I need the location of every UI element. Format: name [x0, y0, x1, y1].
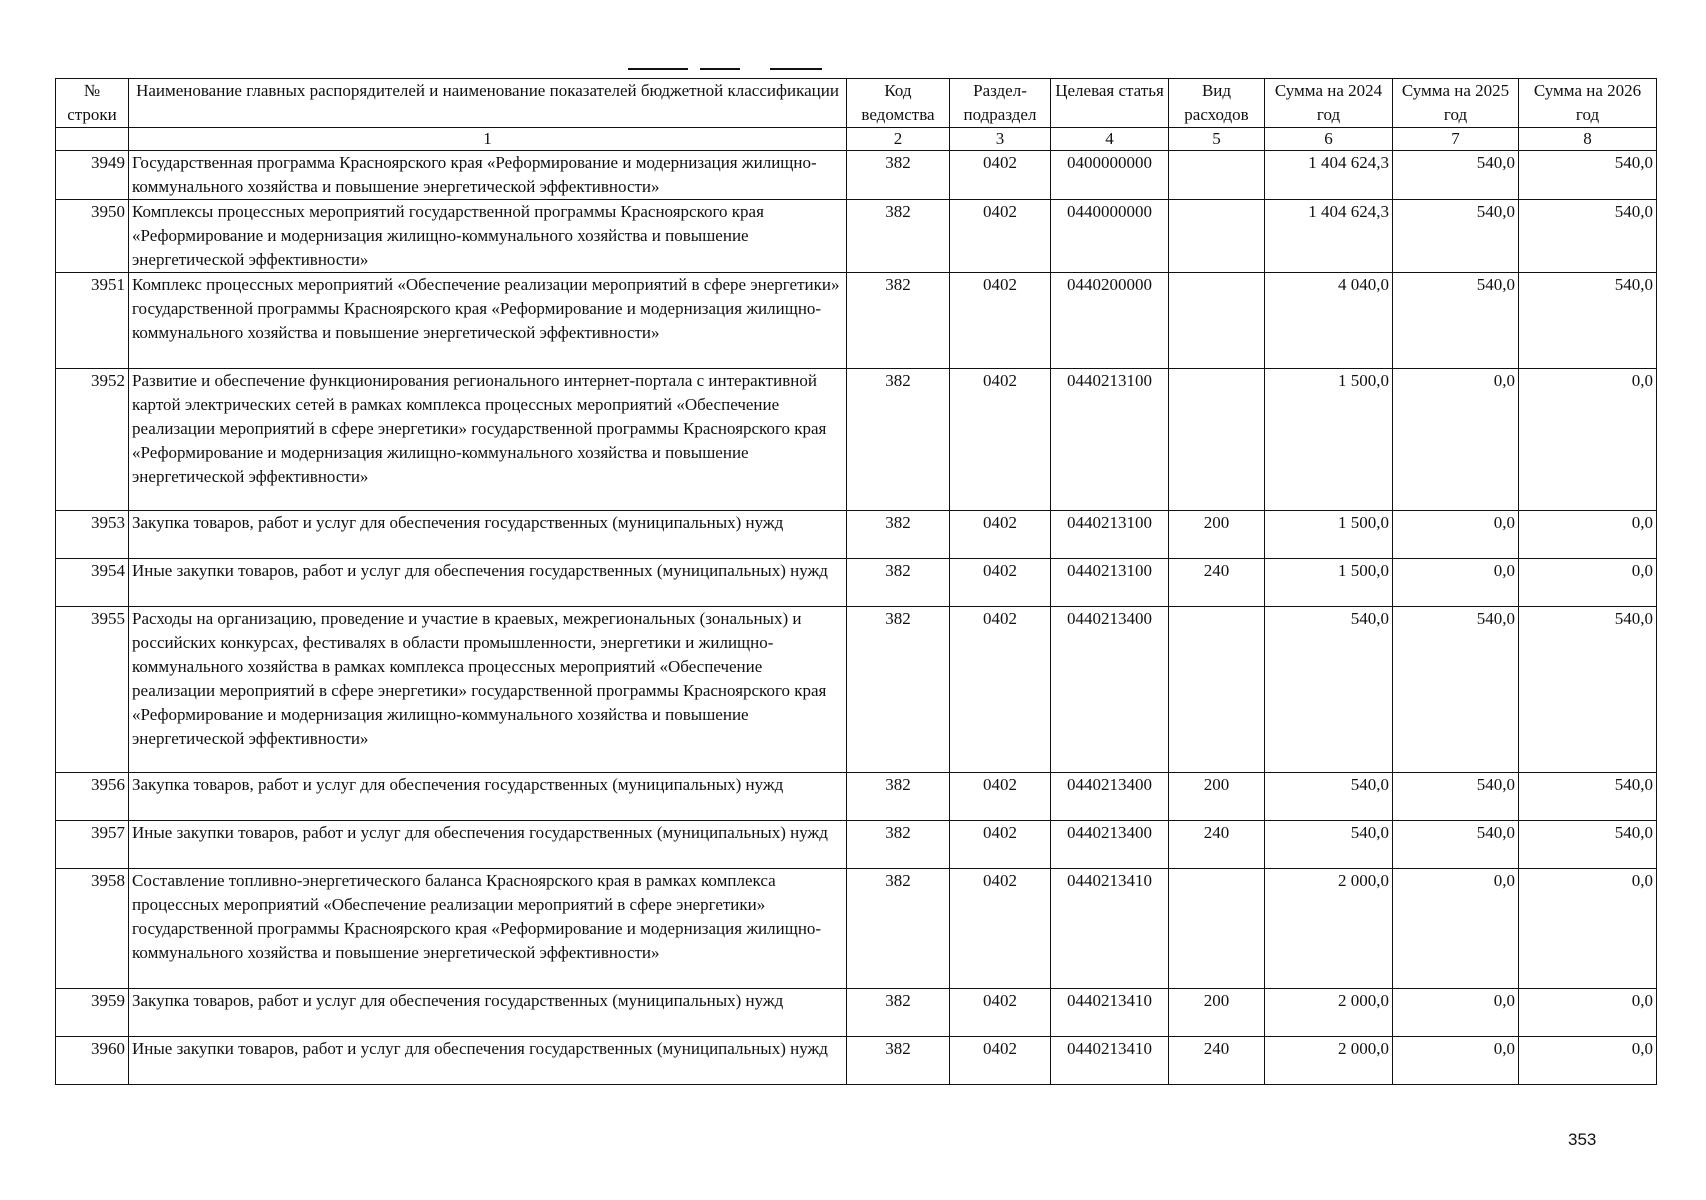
row-name: Иные закупки товаров, работ и услуг для обеспечения государственных (муниципальных) нужд	[129, 821, 847, 869]
row-expense-type	[1169, 151, 1265, 200]
row-name: Закупка товаров, работ и услуг для обеспечения государственных (муниципальных) нужд	[129, 773, 847, 821]
row-number: 3958	[56, 869, 129, 989]
header-section: Раздел-подраздел	[950, 79, 1051, 128]
row-section: 0402	[950, 989, 1051, 1037]
column-number: 5	[1169, 128, 1265, 151]
row-sum-2024: 540,0	[1265, 607, 1393, 773]
row-target: 0440213410	[1051, 869, 1169, 989]
column-number: 2	[847, 128, 950, 151]
column-number: 6	[1265, 128, 1393, 151]
row-expense-type: 240	[1169, 1037, 1265, 1085]
row-number: 3953	[56, 511, 129, 559]
header-expense-type: Вид расходов	[1169, 79, 1265, 128]
row-name: Развитие и обеспечение функционирования регионального интернет-портала с интерактивной картой электрических сетей в рамках комплекса процессных мероприятий «Обеспечение реализации мероприятий в сфере энергетики» государственной программы Красноярского края «Реформирование и модернизация жилищно-коммунального хозяйства и повышение энергетической эффективности»	[129, 369, 847, 511]
row-name: Составление топливно-энергетического баланса Красноярского края в рамках комплекса процессных мероприятий «Обеспечение реализации мероприятий в сфере энергетики» государственной программы Красноярского края «Реформирование и модернизация жилищно-коммунального хозяйства и повышение энергетической эффективности»	[129, 869, 847, 989]
row-expense-type: 200	[1169, 511, 1265, 559]
header-sum-2025: Сумма на 2025 год	[1393, 79, 1519, 128]
table-row	[56, 607, 1657, 773]
row-sum-2024: 2 000,0	[1265, 1037, 1393, 1085]
row-name: Комплексы процессных мероприятий государственной программы Красноярского края «Реформирование и модернизация жилищно-коммунального хозяйства и повышение энергетической эффективности»	[129, 200, 847, 273]
row-expense-type	[1169, 273, 1265, 369]
row-sum-2026: 540,0	[1519, 821, 1657, 869]
row-name: Расходы на организацию, проведение и участие в краевых, межрегиональных (зональных) и российских конкурсах, фестивалях в области промышленности, энергетики и жилищно-коммунального хозяйства в рамках комплекса процессных мероприятий «Обеспечение реализации мероприятий в сфере энергетики» государственной программы Красноярского края «Реформирование и модернизация жилищно-коммунального хозяйства и повышение энергетической эффективности»	[129, 607, 847, 773]
row-name: Закупка товаров, работ и услуг для обеспечения государственных (муниципальных) нужд	[129, 511, 847, 559]
row-expense-type	[1169, 200, 1265, 273]
row-sum-2025: 0,0	[1393, 1037, 1519, 1085]
scan-mark	[628, 68, 688, 70]
row-number: 3952	[56, 369, 129, 511]
row-dept-code: 382	[847, 821, 950, 869]
row-section: 0402	[950, 773, 1051, 821]
row-sum-2025: 540,0	[1393, 151, 1519, 200]
header-sum-2026: Сумма на 2026 год	[1519, 79, 1657, 128]
row-target: 0440213410	[1051, 1037, 1169, 1085]
row-dept-code: 382	[847, 369, 950, 511]
row-sum-2024: 1 500,0	[1265, 511, 1393, 559]
row-sum-2024: 1 500,0	[1265, 559, 1393, 607]
column-number: 4	[1051, 128, 1169, 151]
header-target: Целевая статья	[1051, 79, 1169, 128]
row-target: 0440213400	[1051, 607, 1169, 773]
row-target: 0400000000	[1051, 151, 1169, 200]
row-sum-2026: 540,0	[1519, 151, 1657, 200]
row-sum-2026: 0,0	[1519, 1037, 1657, 1085]
header-row-number: № строки	[56, 79, 129, 128]
row-number: 3960	[56, 1037, 129, 1085]
row-sum-2025: 540,0	[1393, 200, 1519, 273]
row-name: Закупка товаров, работ и услуг для обеспечения государственных (муниципальных) нужд	[129, 989, 847, 1037]
row-dept-code: 382	[847, 273, 950, 369]
row-section: 0402	[950, 273, 1051, 369]
row-dept-code: 382	[847, 989, 950, 1037]
table-row	[56, 200, 1657, 273]
row-name: Государственная программа Красноярского края «Реформирование и модернизация жилищно-коммунального хозяйства и повышение энергетической эффективности»	[129, 151, 847, 200]
row-sum-2024: 1 500,0	[1265, 369, 1393, 511]
column-number: 1	[129, 128, 847, 151]
row-name: Комплекс процессных мероприятий «Обеспечение реализации мероприятий в сфере энергетики» государственной программы Красноярского края «Реформирование и модернизация жилищно-коммунального хозяйства и повышение энергетической эффективности»	[129, 273, 847, 369]
row-expense-type: 200	[1169, 773, 1265, 821]
row-number: 3956	[56, 773, 129, 821]
row-dept-code: 382	[847, 1037, 950, 1085]
row-section: 0402	[950, 821, 1051, 869]
row-sum-2026: 0,0	[1519, 369, 1657, 511]
row-number: 3959	[56, 989, 129, 1037]
table-row	[56, 989, 1657, 1037]
row-dept-code: 382	[847, 559, 950, 607]
row-sum-2024: 2 000,0	[1265, 869, 1393, 989]
row-sum-2024: 1 404 624,3	[1265, 200, 1393, 273]
row-number: 3954	[56, 559, 129, 607]
row-sum-2026: 540,0	[1519, 273, 1657, 369]
row-sum-2025: 540,0	[1393, 607, 1519, 773]
row-name: Иные закупки товаров, работ и услуг для обеспечения государственных (муниципальных) нужд	[129, 559, 847, 607]
scan-mark	[770, 68, 822, 70]
row-sum-2025: 540,0	[1393, 821, 1519, 869]
row-number: 3955	[56, 607, 129, 773]
row-dept-code: 382	[847, 511, 950, 559]
row-target: 0440213400	[1051, 821, 1169, 869]
column-number-empty	[56, 128, 129, 151]
row-sum-2025: 0,0	[1393, 869, 1519, 989]
row-sum-2024: 540,0	[1265, 773, 1393, 821]
row-expense-type: 240	[1169, 559, 1265, 607]
row-expense-type: 240	[1169, 821, 1265, 869]
header-sum-2024: Сумма на 2024 год	[1265, 79, 1393, 128]
column-number: 8	[1519, 128, 1657, 151]
row-target: 0440213410	[1051, 989, 1169, 1037]
table-row	[56, 1037, 1657, 1085]
row-number: 3957	[56, 821, 129, 869]
page-number: 353	[1568, 1130, 1597, 1149]
row-sum-2026: 0,0	[1519, 869, 1657, 989]
row-number: 3950	[56, 200, 129, 273]
row-sum-2024: 1 404 624,3	[1265, 151, 1393, 200]
row-section: 0402	[950, 869, 1051, 989]
row-section: 0402	[950, 200, 1051, 273]
row-sum-2025: 540,0	[1393, 773, 1519, 821]
row-section: 0402	[950, 607, 1051, 773]
row-expense-type: 200	[1169, 989, 1265, 1037]
row-sum-2025: 0,0	[1393, 559, 1519, 607]
header-name: Наименование главных распорядителей и наименование показателей бюджетной классификации	[129, 79, 847, 128]
scan-mark	[700, 68, 740, 70]
row-sum-2025: 0,0	[1393, 369, 1519, 511]
row-dept-code: 382	[847, 869, 950, 989]
row-sum-2026: 0,0	[1519, 559, 1657, 607]
row-dept-code: 382	[847, 151, 950, 200]
row-dept-code: 382	[847, 607, 950, 773]
row-section: 0402	[950, 511, 1051, 559]
row-section: 0402	[950, 559, 1051, 607]
row-number: 3949	[56, 151, 129, 200]
row-sum-2024: 2 000,0	[1265, 989, 1393, 1037]
row-sum-2026: 540,0	[1519, 607, 1657, 773]
row-section: 0402	[950, 369, 1051, 511]
header-row	[56, 79, 1657, 128]
row-expense-type	[1169, 607, 1265, 773]
row-sum-2024: 540,0	[1265, 821, 1393, 869]
row-dept-code: 382	[847, 773, 950, 821]
row-target: 0440213100	[1051, 559, 1169, 607]
row-sum-2025: 540,0	[1393, 273, 1519, 369]
table-row	[56, 151, 1657, 200]
row-sum-2024: 4 040,0	[1265, 273, 1393, 369]
table-row	[56, 511, 1657, 559]
table-row	[56, 773, 1657, 821]
row-sum-2025: 0,0	[1393, 989, 1519, 1037]
table-row	[56, 369, 1657, 511]
row-sum-2025: 0,0	[1393, 511, 1519, 559]
row-target: 0440213100	[1051, 369, 1169, 511]
row-expense-type	[1169, 869, 1265, 989]
budget-table	[55, 78, 1657, 1085]
row-sum-2026: 540,0	[1519, 773, 1657, 821]
row-target: 0440200000	[1051, 273, 1169, 369]
row-target: 0440213400	[1051, 773, 1169, 821]
column-number: 3	[950, 128, 1051, 151]
row-target: 0440000000	[1051, 200, 1169, 273]
column-number: 7	[1393, 128, 1519, 151]
table-row	[56, 559, 1657, 607]
row-sum-2026: 0,0	[1519, 511, 1657, 559]
table-row	[56, 821, 1657, 869]
row-dept-code: 382	[847, 200, 950, 273]
table-row	[56, 869, 1657, 989]
row-section: 0402	[950, 1037, 1051, 1085]
row-expense-type	[1169, 369, 1265, 511]
column-number-row	[56, 128, 1657, 151]
row-section: 0402	[950, 151, 1051, 200]
budget-table-container	[55, 78, 1656, 1085]
row-sum-2026: 0,0	[1519, 989, 1657, 1037]
row-number: 3951	[56, 273, 129, 369]
header-dept-code: Код ведомства	[847, 79, 950, 128]
row-sum-2026: 540,0	[1519, 200, 1657, 273]
row-name: Иные закупки товаров, работ и услуг для обеспечения государственных (муниципальных) нужд	[129, 1037, 847, 1085]
table-row	[56, 273, 1657, 369]
row-target: 0440213100	[1051, 511, 1169, 559]
